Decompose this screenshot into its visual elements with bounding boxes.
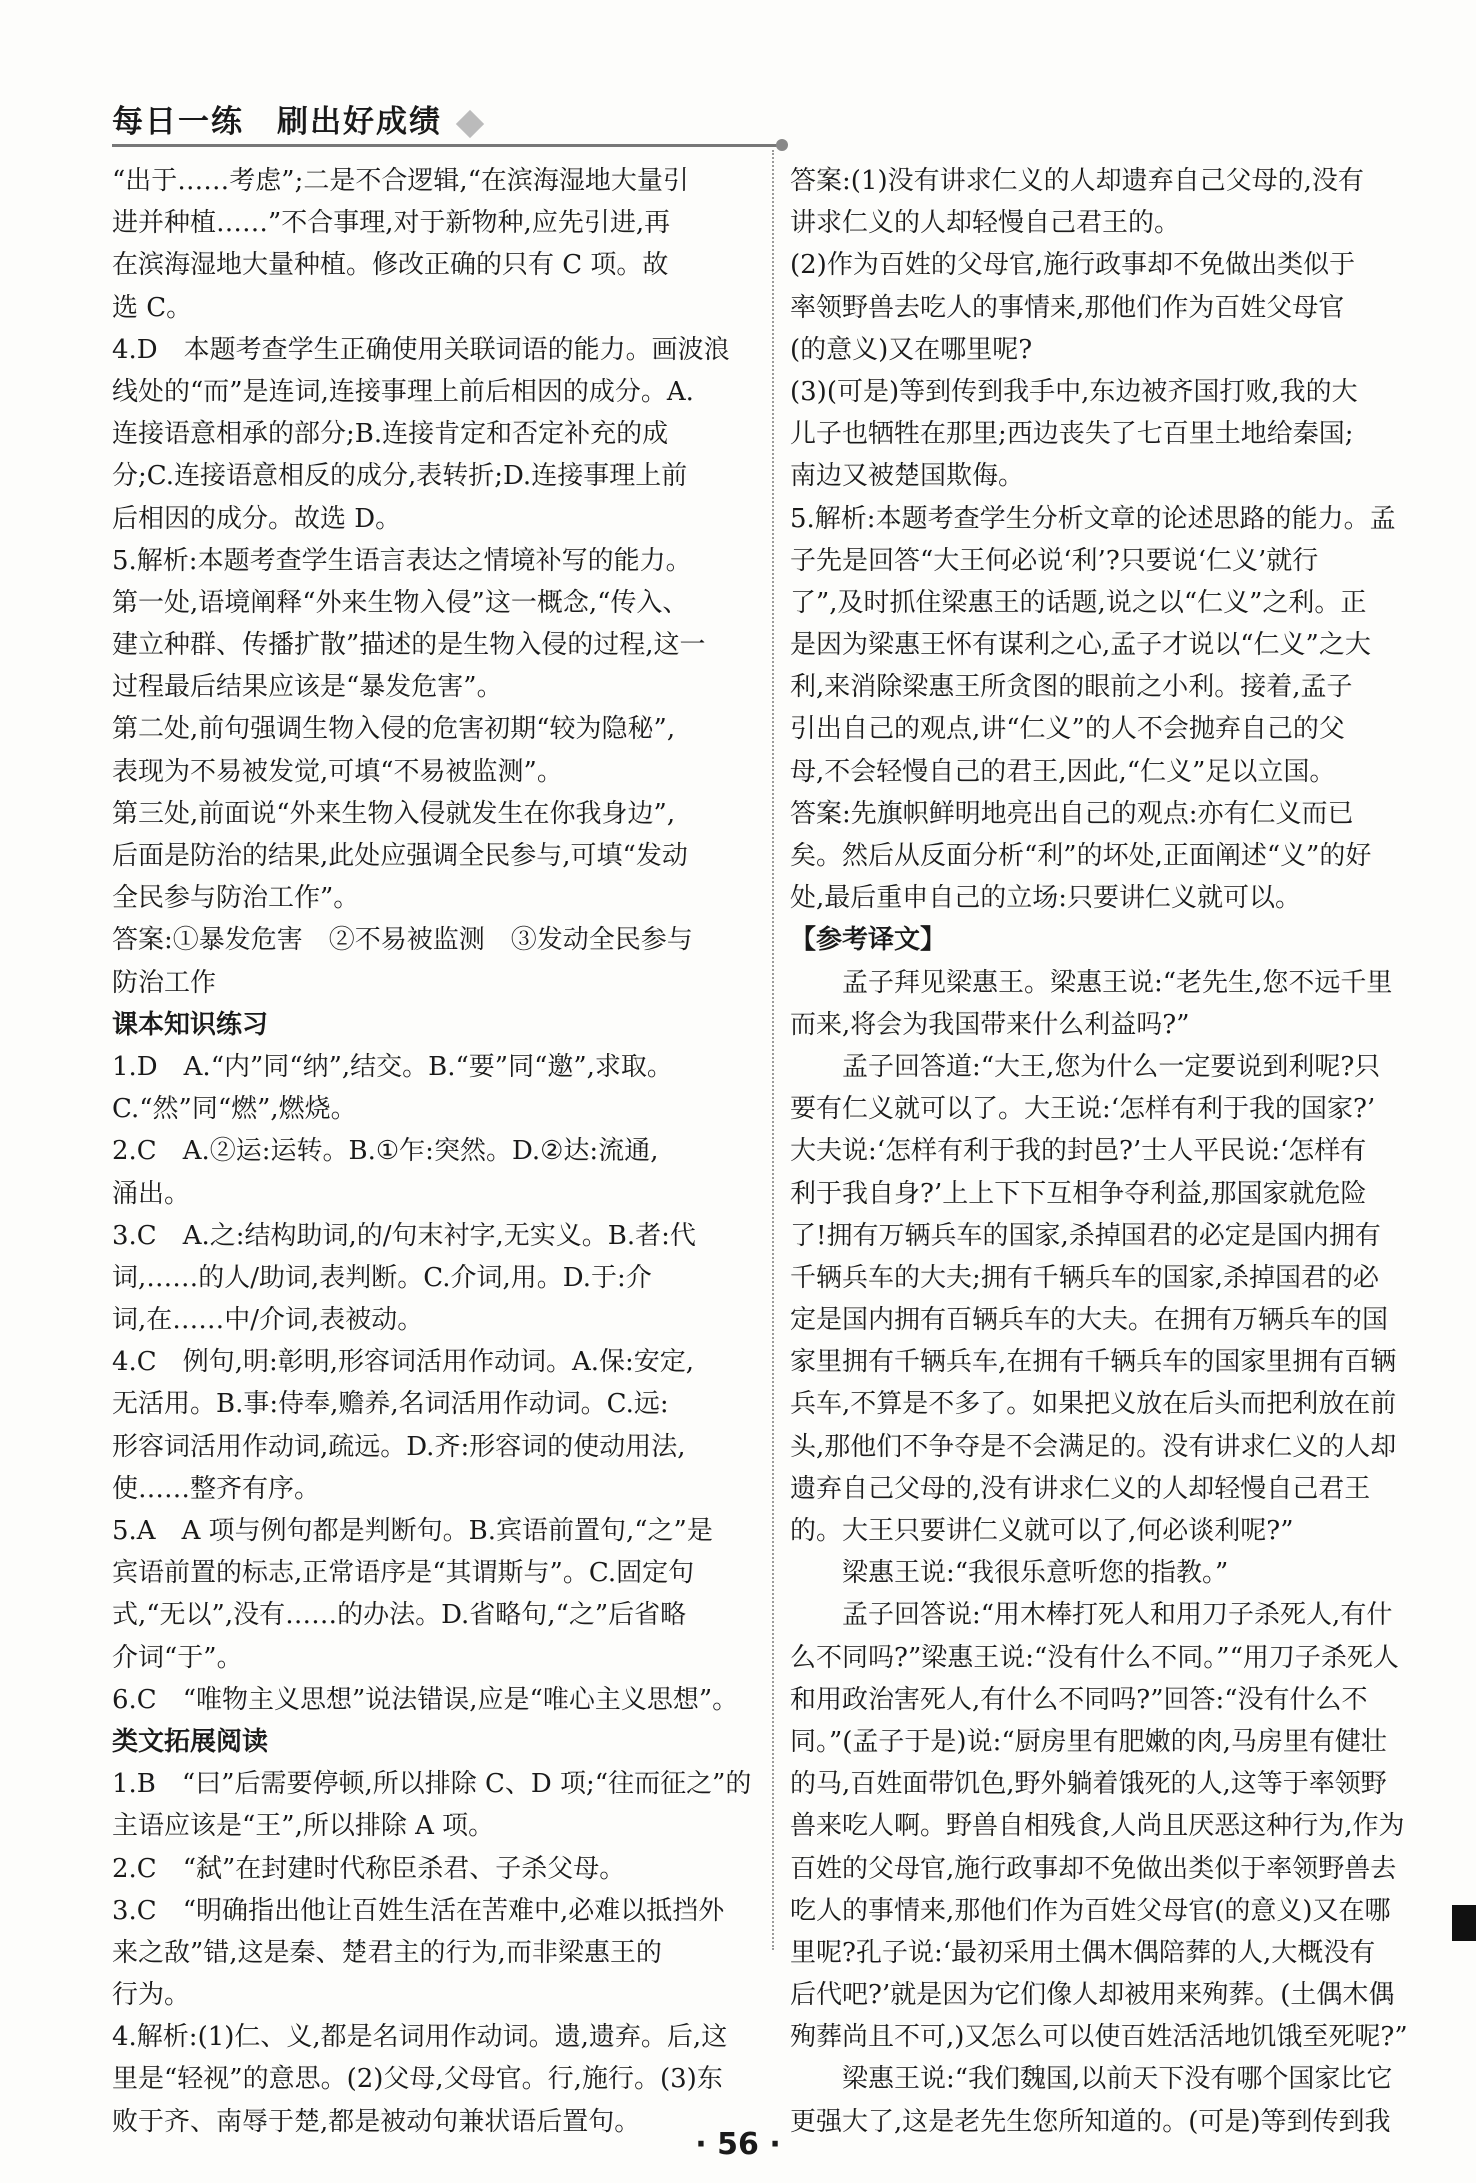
- text-line: 引出自己的观点,讲“仁义”的人不会抛弃自己的父: [790, 714, 1345, 745]
- text-line: 式,“无以”,没有……的办法。D.省略句,“之”后省略: [112, 1600, 687, 1631]
- text-line: 介词“于”。: [112, 1642, 243, 1673]
- text-line: 主语应该是“王”,所以排除 A 项。: [112, 1811, 495, 1842]
- text-line: 线处的“而”是连词,连接事理上前后相因的成分。A.: [112, 376, 694, 407]
- text-line: 孟子拜见梁惠王。梁惠王说:“老先生,您不远千里: [790, 967, 1393, 998]
- text-line: 5.解析:本题考查学生分析文章的论述思路的能力。孟: [790, 503, 1396, 534]
- text-line: C.“然”同“燃”,燃烧。: [112, 1094, 357, 1125]
- text-line: 第三处,前面说“外来生物入侵就发生在你我身边”,: [112, 798, 676, 829]
- text-line: 防治工作: [112, 967, 217, 998]
- text-line: 词,在……中/介词,表被动。: [112, 1305, 424, 1336]
- text-line: 和用政治害死人,有什么不同吗?”回答:“没有什么不: [790, 1684, 1368, 1715]
- text-line: (3)(可是)等到传到我手中,东边被齐国打败,我的大: [790, 376, 1358, 407]
- text-line: 答案:(1)没有讲求仁义的人却遗弃自己父母的,没有: [790, 166, 1364, 196]
- text-line: 5.A A 项与例句都是判断句。B.宾语前置句,“之”是: [112, 1516, 713, 1546]
- text-line: 使……整齐有序。: [112, 1473, 321, 1504]
- text-line: 3.C “明确指出他让百姓生活在苦难中,必难以抵挡外: [112, 1895, 725, 1926]
- text-line: 在滨海湿地大量种植。修改正确的只有 C 项。故: [112, 250, 669, 281]
- text-line: 宾语前置的标志,正常语序是“其谓斯与”。C.固定句: [112, 1558, 695, 1589]
- text-line: 率领野兽去吃人的事情来,那他们作为百姓父母官: [790, 292, 1345, 323]
- text-line: 连接语意相承的部分;B.连接肯定和否定补充的成: [112, 419, 669, 450]
- text-line: 分;C.连接语意相反的成分,表转折;D.连接事理上前: [112, 461, 688, 492]
- text-line: 里是“轻视”的意思。(2)父母,父母官。行,施行。(3)东: [112, 2064, 723, 2095]
- text-line: 孟子回答道:“大王,您为什么一定要说到利呢?只: [790, 1051, 1381, 1082]
- text-line: 大夫说:‘怎样有利于我的封邑?’士人平民说:‘怎样有: [790, 1136, 1367, 1167]
- text-line: 梁惠王说:“我很乐意听您的指教。”: [790, 1558, 1229, 1589]
- text-line: 第二处,前句强调生物入侵的危害初期“较为隐秘”,: [112, 714, 676, 745]
- left-column: [112, 160, 762, 2143]
- text-line: 的马,百姓面带饥色,野外躺着饿死的人,这等于率领野: [790, 1769, 1387, 1800]
- text-line: 类文拓展阅读: [112, 1726, 269, 1757]
- text-line: 百姓的父母官,施行政事却不免做出类似于率领野兽去: [790, 1853, 1397, 1884]
- text-line: 建立种群、传播扩散”描述的是生物入侵的过程,这一: [112, 630, 706, 661]
- text-line: 么不同吗?”梁惠王说:“没有什么不同。”“用刀子杀死人: [790, 1642, 1399, 1673]
- text-line: 4.解析:(1)仁、义,都是名词用作动词。遗,遗弃。后,这: [112, 2022, 728, 2053]
- text-line: 子先是回答“大王何必说‘利’?只要说‘仁义’就行: [790, 545, 1319, 576]
- text-line: 1.D A.“内”同“纳”,结交。B.“要”同“邀”,求取。: [112, 1051, 673, 1082]
- column-divider: [772, 150, 774, 1950]
- text-line: 4.C 例句,明:彰明,形容词活用作动词。A.保:安定,: [112, 1347, 695, 1378]
- text-line: 课本知识练习: [112, 1009, 269, 1040]
- text-line: 讲求仁义的人却轻慢自己君王的。: [790, 208, 1181, 239]
- text-line: 同。”(孟子于是)说:“厨房里有肥嫩的肉,马房里有健壮: [790, 1726, 1387, 1757]
- right-column: [790, 160, 1415, 2143]
- text-line: 4.D 本题考查学生正确使用关联词语的能力。画波浪: [112, 334, 730, 365]
- text-line: 2.C “弑”在封建时代称臣杀君、子杀父母。: [112, 1853, 626, 1884]
- text-line: 里呢?孔子说:‘最初采用土偶木偶陪葬的人,大概没有: [790, 1937, 1376, 1968]
- text-line: 矣。然后从反面分析“利”的坏处,正面阐述“义”的好: [790, 841, 1372, 871]
- text-line: 了!拥有万辆兵车的国家,杀掉国君的必定是国内拥有: [790, 1220, 1381, 1251]
- text-line: 儿子也牺牲在那里;西边丧失了七百里土地给秦国;: [790, 419, 1354, 450]
- text-line: 形容词活用作动词,疏远。D.齐:形容词的使动用法,: [112, 1431, 686, 1462]
- page-number: · 56 ·: [695, 2127, 781, 2162]
- text-line: 败于齐、南辱于楚,都是被动句兼状语后置句。: [112, 2106, 641, 2137]
- text-line: 后相因的成分。故选 D。: [112, 503, 402, 534]
- text-line: 遗弃自己父母的,没有讲求仁义的人却轻慢自己君王: [790, 1473, 1371, 1504]
- text-line: 答案:①暴发危害 ②不易被监测 ③发动全民参与: [112, 925, 693, 956]
- text-line: 涌出。: [112, 1178, 191, 1209]
- text-line: 选 C。: [112, 292, 193, 323]
- text-line: 而来,将会为我国带来什么利益吗?”: [790, 1009, 1190, 1040]
- text-line: 进并种植……”不合事理,对于新物种,应先引进,再: [112, 208, 671, 239]
- text-line: 来之敌”错,这是秦、楚君主的行为,而非梁惠王的: [112, 1937, 662, 1968]
- text-line: 头,那他们不争夺是不会满足的。没有讲求仁义的人却: [790, 1431, 1397, 1462]
- text-line: 家里拥有千辆兵车,在拥有千辆兵车的国家里拥有百辆: [790, 1347, 1397, 1378]
- text-line: “出于……考虑”;二是不合逻辑,“在滨海湿地大量引: [112, 166, 689, 196]
- rule-dot: [776, 139, 788, 151]
- text-line: 兽来吃人啊。野兽自相残食,人尚且厌恶这种行为,作为: [790, 1811, 1405, 1842]
- text-line: 南边又被楚国欺侮。: [790, 461, 1025, 492]
- text-line: 表现为不易被发觉,可填“不易被监测”。: [112, 756, 563, 787]
- header-rule: [112, 144, 780, 147]
- text-line: 过程最后结果应该是“暴发危害”。: [112, 672, 503, 703]
- text-line: 兵车,不算是不多了。如果把义放在后头而把利放在前: [790, 1389, 1397, 1420]
- text-line: 答案:先旗帜鲜明地亮出自己的观点:亦有仁义而已: [790, 798, 1354, 829]
- text-line: 后代吧?’就是因为它们像人却被用来殉葬。(土偶木偶: [790, 1980, 1395, 2011]
- text-line: 【参考译文】: [790, 925, 947, 956]
- text-line: 要有仁义就可以了。大王说:‘怎样有利于我的国家?’: [790, 1094, 1376, 1125]
- text-line: 词,……的人/助词,表判断。C.介词,用。D.于:介: [112, 1262, 652, 1293]
- text-line: 利,来消除梁惠王所贪图的眼前之小利。接着,孟子: [790, 672, 1353, 703]
- text-line: 行为。: [112, 1980, 191, 2011]
- text-line: 无活用。B.事:侍奉,赡养,名词活用作动词。C.远:: [112, 1389, 669, 1420]
- text-line: 吃人的事情来,那他们作为百姓父母官(的意义)又在哪: [790, 1895, 1391, 1926]
- header-title: 每日一练 刷出好成绩: [112, 104, 442, 140]
- text-line: 处,最后重申自己的立场:只要讲仁义就可以。: [790, 883, 1302, 914]
- text-line: 2.C A.②运:运转。B.①乍:突然。D.②达:流通,: [112, 1136, 659, 1167]
- text-line: 的。大王只要讲仁义就可以了,何必谈利呢?”: [790, 1516, 1294, 1546]
- text-line: 6.C “唯物主义思想”说法错误,应是“唯心主义思想”。: [112, 1684, 739, 1715]
- text-line: 全民参与防治工作”。: [112, 883, 360, 914]
- text-line: 利于我自身?’上上下下互相争夺利益,那国家就危险: [790, 1178, 1367, 1209]
- text-line: (2)作为百姓的父母官,施行政事却不免做出类似于: [790, 250, 1356, 281]
- text-line: 母,不会轻慢自己的君王,因此,“仁义”足以立国。: [790, 756, 1336, 787]
- text-line: 定是国内拥有百辆兵车的大夫。在拥有万辆兵车的国: [790, 1305, 1389, 1336]
- text-line: 了”,及时抓住梁惠王的话题,说之以“仁义”之利。正: [790, 587, 1367, 618]
- text-line: 第一处,语境阐释“外来生物入侵”这一概念,“传入、: [112, 587, 689, 618]
- text-line: 千辆兵车的大夫;拥有千辆兵车的国家,杀掉国君的必: [790, 1262, 1380, 1293]
- edge-tab-mark: [1452, 1905, 1476, 1941]
- text-line: 更强大了,这是老先生您所知道的。(可是)等到传到我: [790, 2106, 1391, 2137]
- text-line: 殉葬尚且不可,)又怎么可以使百姓活活地饥饿至死呢?”: [790, 2022, 1408, 2053]
- text-line: (的意义)又在哪里呢?: [790, 334, 1033, 365]
- text-line: 1.B “曰”后需要停顿,所以排除 C、D 项;“往而征之”的: [112, 1769, 752, 1800]
- diamond-icon: [456, 109, 484, 137]
- text-line: 孟子回答说:“用木棒打死人和用刀子杀死人,有什: [790, 1600, 1393, 1631]
- page-header: [112, 96, 480, 141]
- text-line: 是因为梁惠王怀有谋利之心,孟子才说以“仁义”之大: [790, 630, 1371, 661]
- text-line: 梁惠王说:“我们魏国,以前天下没有哪个国家比它: [790, 2064, 1393, 2095]
- text-line: 3.C A.之:结构助词,的/句末衬字,无实义。B.者:代: [112, 1220, 696, 1251]
- text-line: 5.解析:本题考查学生语言表达之情境补写的能力。: [112, 545, 692, 576]
- text-line: 后面是防治的结果,此处应强调全民参与,可填“发动: [112, 841, 688, 871]
